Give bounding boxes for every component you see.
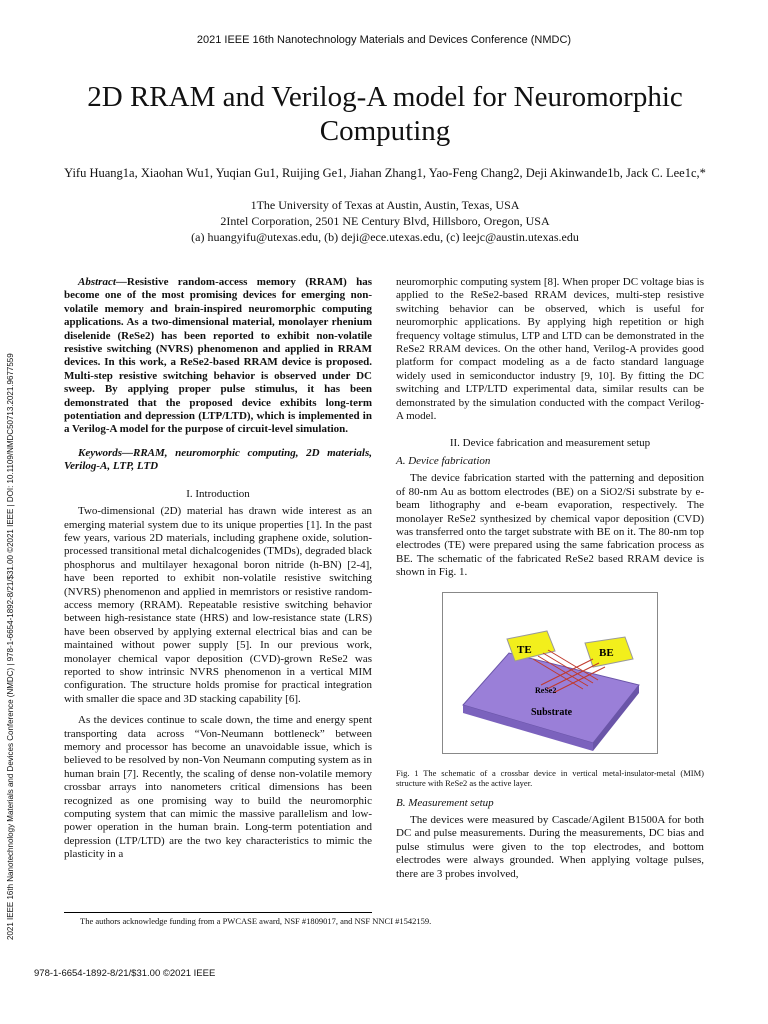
funding-footnote: The authors acknowledge funding from a PWCASE award, NSF #1809017, and NSF NNCI #1542159. xyxy=(80,916,432,926)
paper-title: 2D RRAM and Verilog-A model for Neuromorphic Computing xyxy=(87,81,683,147)
author-list: Yifu Huang1a, Xiaohan Wu1, Yuqian Gu1, Ruijing Ge1, Jiahan Zhang1, Yao-Feng Chang2, Deji Akinwande1b, Jack C. Lee1c,* xyxy=(64,166,706,180)
figure-1 xyxy=(442,592,658,754)
left-column xyxy=(64,276,372,862)
be-label: BE xyxy=(599,646,614,659)
measurement-paragraph: The devices were measured by Cascade/Agilent B1500A for both DC and pulse measurements. During the measurements, DC bias and pulse stimulus were given to the top electrodes, and bottom electrodes were always grounded. When applying voltage pulses, there are 3 probes involved, xyxy=(396,813,704,880)
affiliation-2: 2Intel Corporation, 2501 NE Century Blvd, Hillsboro, Oregon, USA xyxy=(220,214,550,228)
footnote-rule xyxy=(64,912,372,913)
subsection-b-heading: B. Measurement setup xyxy=(396,796,494,809)
te-label: TE xyxy=(517,643,532,656)
conference-header: 2021 IEEE 16th Nanotechnology Materials and Devices Conference (NMDC) xyxy=(196,34,572,46)
side-doi-text: 2021 IEEE 16th Nanotechnology Materials and Devices Conference (NMDC) | 978-1-6654-1892-8/21/$31.00 ©2021 IEEE | DOI: 10.1109/NMDC50713.2021.9677559 xyxy=(6,353,15,940)
section-1-heading: I. Introduction xyxy=(186,487,250,500)
keywords-text: RRAM, neuromorphic computing, 2D materials, Verilog-A, LTP, LTD xyxy=(64,446,372,473)
substrate-label: Substrate xyxy=(531,706,573,718)
affiliation-1: 1The University of Texas at Austin, Austin, Texas, USA xyxy=(250,198,520,212)
intro-paragraph-2: As the devices continue to scale down, the time and energy spent transporting data across “Von-Neumann bottleneck” between memory and processor has become an unavoidable issue, which is believed to be resolved by non-Von Neumann computing system as in human brain [7]. Recently, the scaling of dense non-volatile memory crossbar arrays into nanometers critical dimensions has been recognized as one promising way to build the neuromorphic computing system that can mimic the massive parallelism and low-power operation in the human brain. Long-term potentiation and depression (LTP/LTD) are the two key characteristics to mimic the plasticity in a xyxy=(64,714,372,861)
abstract-label: Abstract— xyxy=(78,276,127,288)
affiliation-emails: (a) huangyifu@utexas.edu, (b) deji@ece.utexas.edu, (c) leejc@austin.utexas.edu xyxy=(191,230,579,244)
fabrication-paragraph: The device fabrication started with the patterning and deposition of 80-nm Au as bottom electrodes (BE) on a SiO2/Si substrate by e-beam lithography and e-beam evaporation, respectively. The monolayer ReSe2 synthesized by chemical vapor deposition (CVD) was transferred onto the target substrate with BE on it. The 80-nm top electrodes (TE) were prepared using the same fabrication process as BE. The schematic of the fabricated ReSe2 based RRAM device is shown in Fig. 1. xyxy=(396,472,704,579)
intro-paragraph-1: Two-dimensional (2D) material has drawn wide interest as an emerging material system due to its unique properties [1]. In the past few years, various 2D materials, including graphene oxide, solution-processed transitional metal dichalcogenides (TMDs), degraded black phosphorus and multilayer hexagonal boron nitride (h-BN) [2-4], have been reported to exhibit non-volatile resistive switching (NVRS) phenomenon and applied in memristors or resistive random-access memory (RRAM). Repeatable resistive switching behavior between high-resistance state (HRS) and low-resistance state (LRS) have been observed by applying external electrical bias and can be maintained without power supply [5]. In our previous work, monolayer chemical vapor deposition (CVD)-grown ReSe2 was reported to show intrinsic NVRS phenomenon in a vertical MIM configuration. The structure holds promise for practical integration with smaller die space and 3D stacking capability [6]. xyxy=(64,505,372,705)
abstract xyxy=(64,276,372,437)
keywords-label: Keywords— xyxy=(78,446,133,459)
abstract-text: Resistive random-access memory (RRAM) has become one of the most promising devices for emerging non-volatile memory and brain-inspired neuromorphic computing applications. As a two-dimensional material, monolayer rhenium diselenide (ReSe2) has been reported to exhibit non-volatile resistive switching (NVRS) phenomenon and applied in RRAM devices. In this work, a ReSe2-based RRAM device is proposed. Multi-step resistive switching behavior is observed under DC sweep. By applying proper pulse stimulus, it has been demonstrated that the proposed device exhibits long-term potentiation and depression (LTP/LTD), which is implemented in a Verilog-A model for the purpose of circuit-level simulation. xyxy=(64,276,372,436)
keywords xyxy=(64,447,372,474)
rese-label: ReSe2 xyxy=(535,685,557,695)
subsection-a-heading: A. Device fabrication xyxy=(396,454,491,467)
section-2-heading: II. Device fabrication and measurement setup xyxy=(449,437,651,450)
right-column xyxy=(396,276,704,881)
crossbar-schematic xyxy=(443,593,657,753)
bottom-copyright: 978-1-6654-1892-8/21/$31.00 ©2021 IEEE xyxy=(34,968,216,979)
substrate-shape xyxy=(463,653,639,743)
figure-1-caption: Fig. 1 The schematic of a crossbar device in vertical metal-insulator-metal (MIM) structure with ReSe2 as the active layer. xyxy=(396,767,704,789)
right-paragraph-1: neuromorphic computing system [8]. When proper DC voltage bias is applied to the ReSe2-based RRAM devices, multi-step resistive switching behavior can be observed, which is useful for neuromorphic applications. By applying high repetition or high frequency voltage stimulus, LTP and LTD can be demonstrated in the ReSe2 RRAM devices. On the other hand, Verilog-A provides good platform for compact modeling as a de facto standard language widely used in semiconductor industry [9, 10]. By fitting the DC switching and LTP/LTD experimental data, similar results can be demonstrated by the simulation conducted with the compact Verilog-A model. xyxy=(396,276,704,423)
